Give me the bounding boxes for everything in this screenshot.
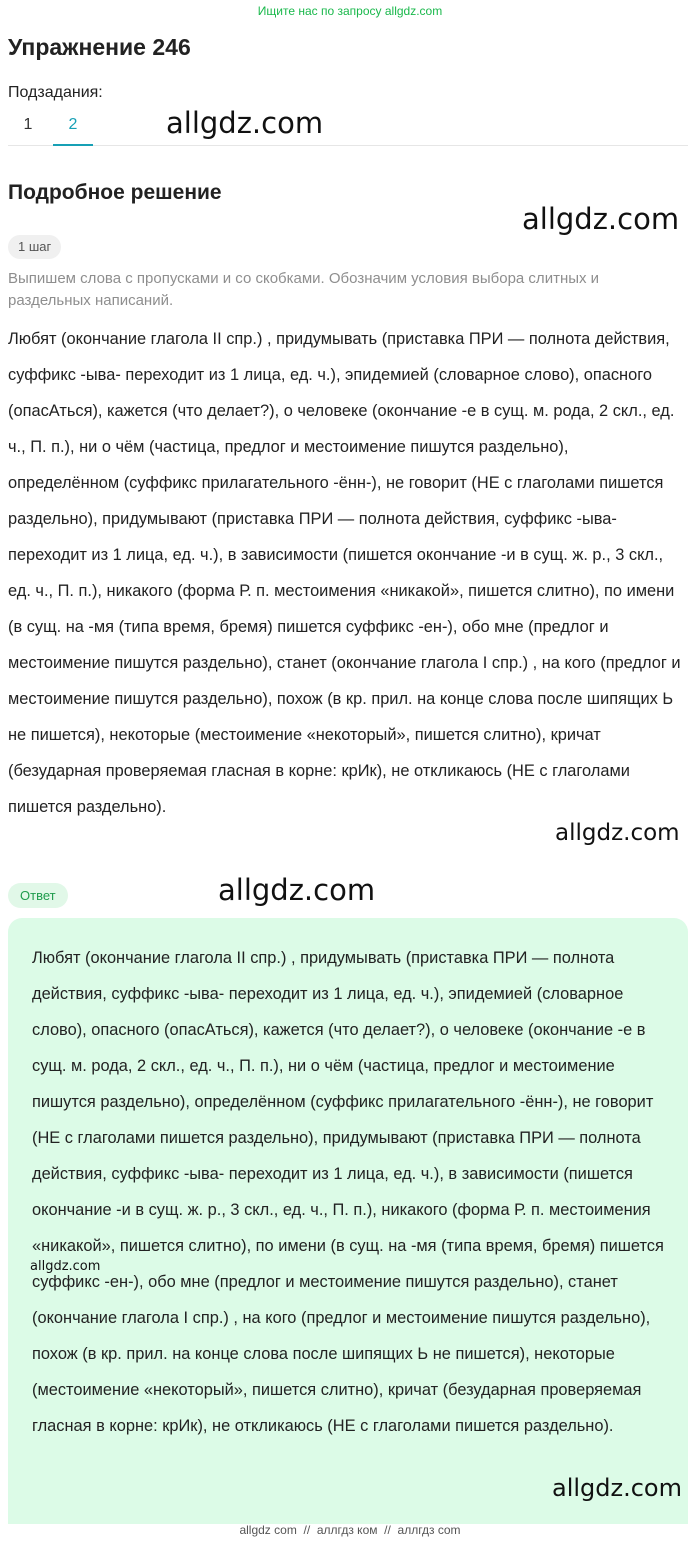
footer-link-allgdz-mixed[interactable]: аллгдз com <box>397 1523 461 1537</box>
tab-subtask-1[interactable]: 1 <box>23 116 33 133</box>
watermark: allgdz.com <box>552 1474 682 1502</box>
tab-subtask-2[interactable]: 2 <box>53 108 93 146</box>
watermark: allgdz.com <box>218 873 376 907</box>
page-title: Упражнение 246 <box>8 34 191 60</box>
section-title: Подробное решение <box>8 181 222 204</box>
footer-link-allgdz[interactable]: allgdz com <box>239 1523 297 1537</box>
step-hint: Выпишем слова с пропусками и со скобками. Обозначим условия выбора слитных и раздельных написаний. <box>8 270 600 309</box>
footer <box>0 1523 700 1537</box>
footer-separator: // <box>303 1523 311 1537</box>
answer-text: Любят (окончание глагола II спр.) , придумывать (приставка ПРИ — полнота действия, суффикс -ыва- переходит из 1 лица, ед. ч.), эпидемией (словарное слово), опасного (опасАться), кажется (что делает?), о человеке (окончание -е в сущ. м. рода, 2 скл., ед. ч., П. п.), ни о чём (частица, предлог и местоимение пишутся раздельно), определённом (суффикс прилагательного -ённ-), не говорит (НЕ с глаголами пишется раздельно), придумывают (приставка ПРИ — полнота действия, суффикс -ыва- переходит из 1 лица, ед. ч.), в зависимости (пишется окончание -и в сущ. ж. р., 3 скл., ед. ч., П. п.), никакого (форма Р. п. местоимения «никакой», пишется слитно), по имени (в сущ. на -мя (типа время, бремя) пишется суффикс -ен-), обо мне (предлог и местоимение пишутся раздельно), станет (окончание глагола I спр.) , на кого (предлог и местоимение пишутся раздельно), похож (в кр. прил. на конце слова после шипящих Ь не пишется), некоторые (местоимение «некоторый», пишется слитно), кричат (безударная проверяемая гласная в корне: крИк), не откликаюсь (НЕ с глаголами пишется раздельно). <box>32 949 664 1435</box>
watermark: allgdz.com <box>166 106 324 140</box>
watermark: allgdz.com <box>522 202 680 236</box>
subtasks-label: Подзадания: <box>8 84 103 101</box>
footer-link-allgdz-cyrillic[interactable]: аллгдз ком <box>316 1523 378 1537</box>
footer-separator: // <box>384 1523 391 1537</box>
answer-badge: Ответ <box>8 883 68 908</box>
top-banner[interactable]: Ищите нас по запросу allgdz.com <box>257 4 443 18</box>
watermark: allgdz.com <box>30 1259 101 1274</box>
subtask-tabs <box>8 108 688 146</box>
step-badge: 1 шаг <box>8 235 61 259</box>
solution-text: Любят (окончание глагола II спр.) , придумывать (приставка ПРИ — полнота действия, суффикс -ыва- переходит из 1 лица, ед. ч.), эпидемией (словарное слово), опасного (опасАться), кажется (что делает?), о человеке (окончание -е в сущ. м. рода, 2 скл., ед. ч., П. п.), ни о чём (частица, предлог и местоимение пишутся раздельно), определённом (суффикс прилагательного -ённ-), не говорит (НЕ с глаголами пишется раздельно), придумывают (приставка ПРИ — полнота действия, суффикс -ыва- переходит из 1 лица, ед. ч.), в зависимости (пишется окончание -и в сущ. ж. р., 3 скл., ед. ч., П. п.), никакого (форма Р. п. местоимения «никакой», пишется слитно), по имени (в сущ. на -мя (типа время, бремя) пишется суффикс -ен-), обо мне (предлог и местоимение пишутся раздельно), станет (окончание глагола I спр.) , на кого (предлог и местоимение пишутся раздельно), похож (в кр. прил. на конце слова после шипящих Ь не пишется), некоторые (местоимение «некоторый», пишется слитно), кричат (безударная проверяемая гласная в корне: крИк), не откликаюсь (НЕ с глаголами пишется раздельно). <box>8 330 681 816</box>
answer-box <box>8 918 688 1524</box>
watermark: allgdz.com <box>555 820 680 846</box>
